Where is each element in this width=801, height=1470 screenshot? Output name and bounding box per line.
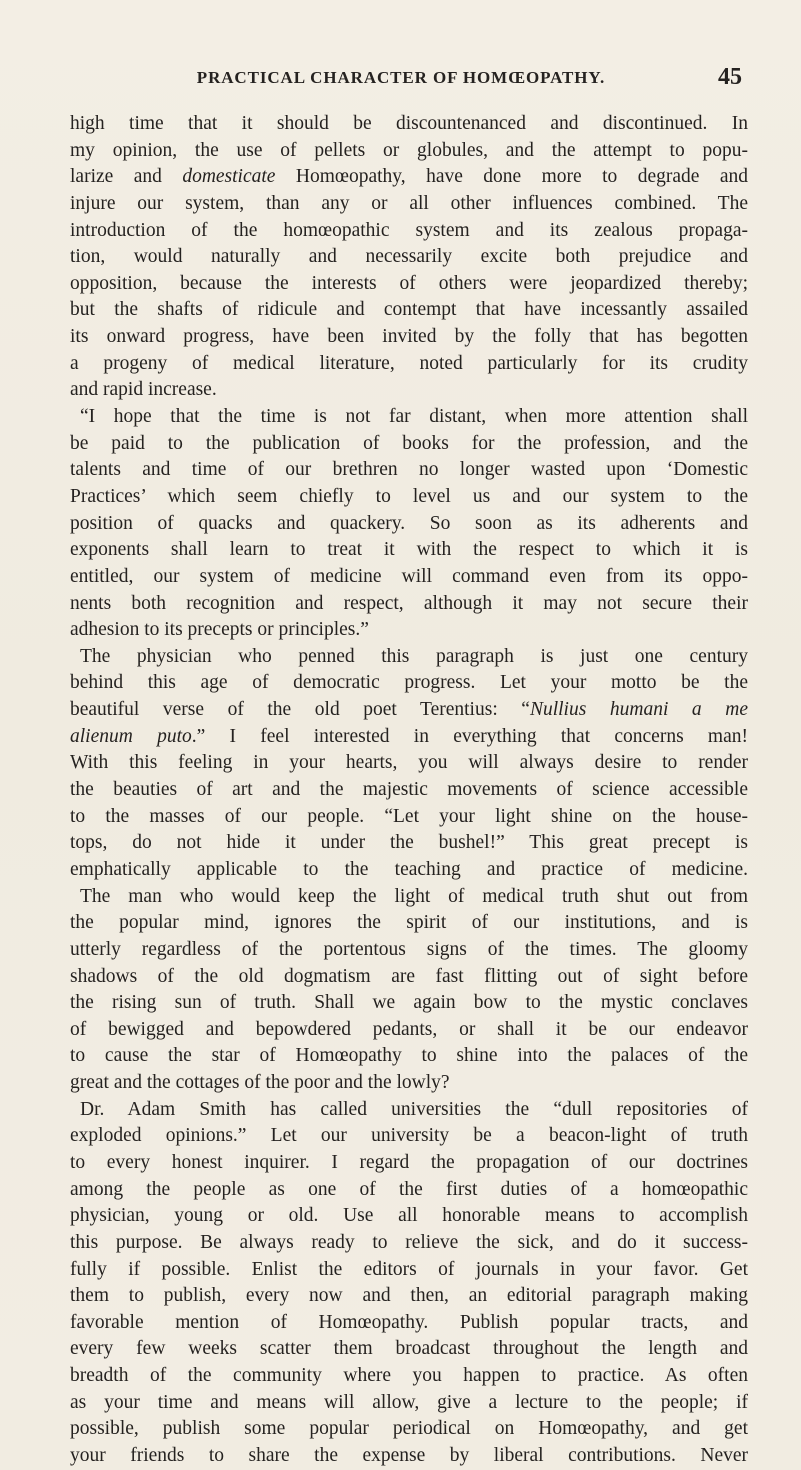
text-line: shadows of the old dogmatism are fast flitting out of sight before bbox=[70, 965, 748, 987]
page-number: 45 bbox=[718, 64, 742, 90]
text-line bbox=[70, 164, 748, 191]
page-header bbox=[60, 64, 742, 98]
text-span: .” I feel interested in everything that concerns man! bbox=[191, 725, 748, 747]
text-line: a progeny of medical literature, noted particularly for its crudity bbox=[70, 352, 748, 374]
text-line: them to publish, every now and then, an editorial paragraph making bbox=[70, 1285, 748, 1307]
text-line: great and the cottages of the poor and the lowly? bbox=[70, 1072, 450, 1094]
text-line: introduction of the homœopathic system and its zealous propaga- bbox=[70, 219, 748, 241]
text-line: “I hope that the time is not far distant, when more attention shall bbox=[80, 406, 748, 428]
text-line: opposition, because the interests of others were jeopardized thereby; bbox=[70, 272, 748, 294]
text-line: Dr. Adam Smith has called universities the “dull repositories of bbox=[80, 1098, 748, 1120]
text-line: exploded opinions.” Let our university be a beacon-light of truth bbox=[70, 1125, 748, 1147]
italic-text: alienum puto bbox=[70, 725, 192, 747]
text-line: its onward progress, have been invited by the folly that has begotten bbox=[70, 326, 748, 348]
text-line: nents both recognition and respect, although it may not secure their bbox=[70, 592, 748, 614]
text-line: position of quacks and quackery. So soon as its adherents and bbox=[70, 512, 748, 534]
text-line bbox=[70, 724, 748, 751]
italic-text: Nullius humani a me bbox=[529, 699, 748, 721]
text-line: to every honest inquirer. I regard the propagation of our doctrines bbox=[70, 1151, 748, 1173]
text-line bbox=[70, 697, 748, 724]
text-line: talents and time of our brethren no longer wasted upon ‘Domestic bbox=[70, 459, 748, 481]
text-line: Practices’ which seem chiefly to level us and our system to the bbox=[70, 485, 748, 507]
text-line: entitled, our system of medicine will command even from its oppo- bbox=[70, 565, 748, 587]
text-line: physician, young or old. Use all honorable means to accomplish bbox=[70, 1205, 748, 1227]
text-line: and rapid increase. bbox=[70, 379, 217, 401]
text-line: your friends to share the expense by liberal contributions. Never bbox=[70, 1445, 748, 1467]
body-text bbox=[70, 111, 748, 1470]
text-span: larize and bbox=[70, 166, 183, 188]
running-title: PRACTICAL CHARACTER OF HOMŒOPATHY. bbox=[196, 68, 606, 87]
text-line: this purpose. Be always ready to relieve the sick, and do it success- bbox=[70, 1231, 748, 1253]
text-line: tops, do not hide it under the bushel!” This great precept is bbox=[70, 832, 748, 854]
text-line: fully if possible. Enlist the editors of journals in your favor. Get bbox=[70, 1258, 748, 1280]
text-line: injure our system, than any or all other influences combined. The bbox=[70, 192, 748, 214]
text-line: utterly regardless of the portentous signs of the times. The gloomy bbox=[70, 938, 748, 960]
text-line: the rising sun of truth. Shall we again bow to the mystic conclaves bbox=[70, 992, 748, 1014]
text-line: tion, would naturally and necessarily excite both prejudice and bbox=[70, 246, 748, 268]
text-line: among the people as one of the first duties of a homœopathic bbox=[70, 1178, 748, 1200]
text-span: Homœopathy, have done more to degrade and bbox=[275, 166, 748, 188]
text-line: of bewigged and bepowdered pedants, or shall it be our endeavor bbox=[70, 1018, 748, 1040]
text-line: exponents shall learn to treat it with the respect to which it is bbox=[70, 539, 748, 561]
text-span: beautiful verse of the old poet Terentius: “ bbox=[70, 699, 530, 721]
text-line: The man who would keep the light of medical truth shut out from bbox=[80, 885, 748, 907]
text-line: be paid to the publication of books for the profession, and the bbox=[70, 432, 748, 454]
text-line: emphatically applicable to the teaching and practice of medicine. bbox=[70, 858, 748, 880]
italic-text: domesticate bbox=[182, 166, 276, 188]
text-line: behind this age of democratic progress. Let your motto be the bbox=[70, 672, 748, 694]
text-line: breadth of the community where you happen to practice. As often bbox=[70, 1365, 748, 1387]
text-line: the popular mind, ignores the spirit of our institutions, and is bbox=[70, 912, 748, 934]
text-line: but the shafts of ridicule and contempt that have incessantly assailed bbox=[70, 299, 748, 321]
text-line: as your time and means will allow, give a lecture to the people; if bbox=[70, 1391, 748, 1413]
text-line: the beauties of art and the majestic movements of science accessible bbox=[70, 779, 748, 801]
text-line: to the masses of our people. “Let your light shine on the house- bbox=[70, 805, 748, 827]
text-line: every few weeks scatter them broadcast throughout the length and bbox=[70, 1338, 748, 1360]
text-line: adhesion to its precepts or principles.” bbox=[70, 619, 369, 641]
text-line: high time that it should be discountenanced and discontinued. In bbox=[70, 113, 748, 134]
text-line: my opinion, the use of pellets or globules, and the attempt to popu- bbox=[70, 139, 748, 161]
text-line: possible, publish some popular periodical on Homœopathy, and get bbox=[70, 1418, 748, 1440]
text-line: The physician who penned this paragraph is just one century bbox=[80, 645, 748, 667]
text-line: favorable mention of Homœopathy. Publish popular tracts, and bbox=[70, 1311, 748, 1333]
text-line: With this feeling in your hearts, you will always desire to render bbox=[70, 752, 748, 774]
text-line: to cause the star of Homœopathy to shine into the palaces of the bbox=[70, 1045, 748, 1067]
